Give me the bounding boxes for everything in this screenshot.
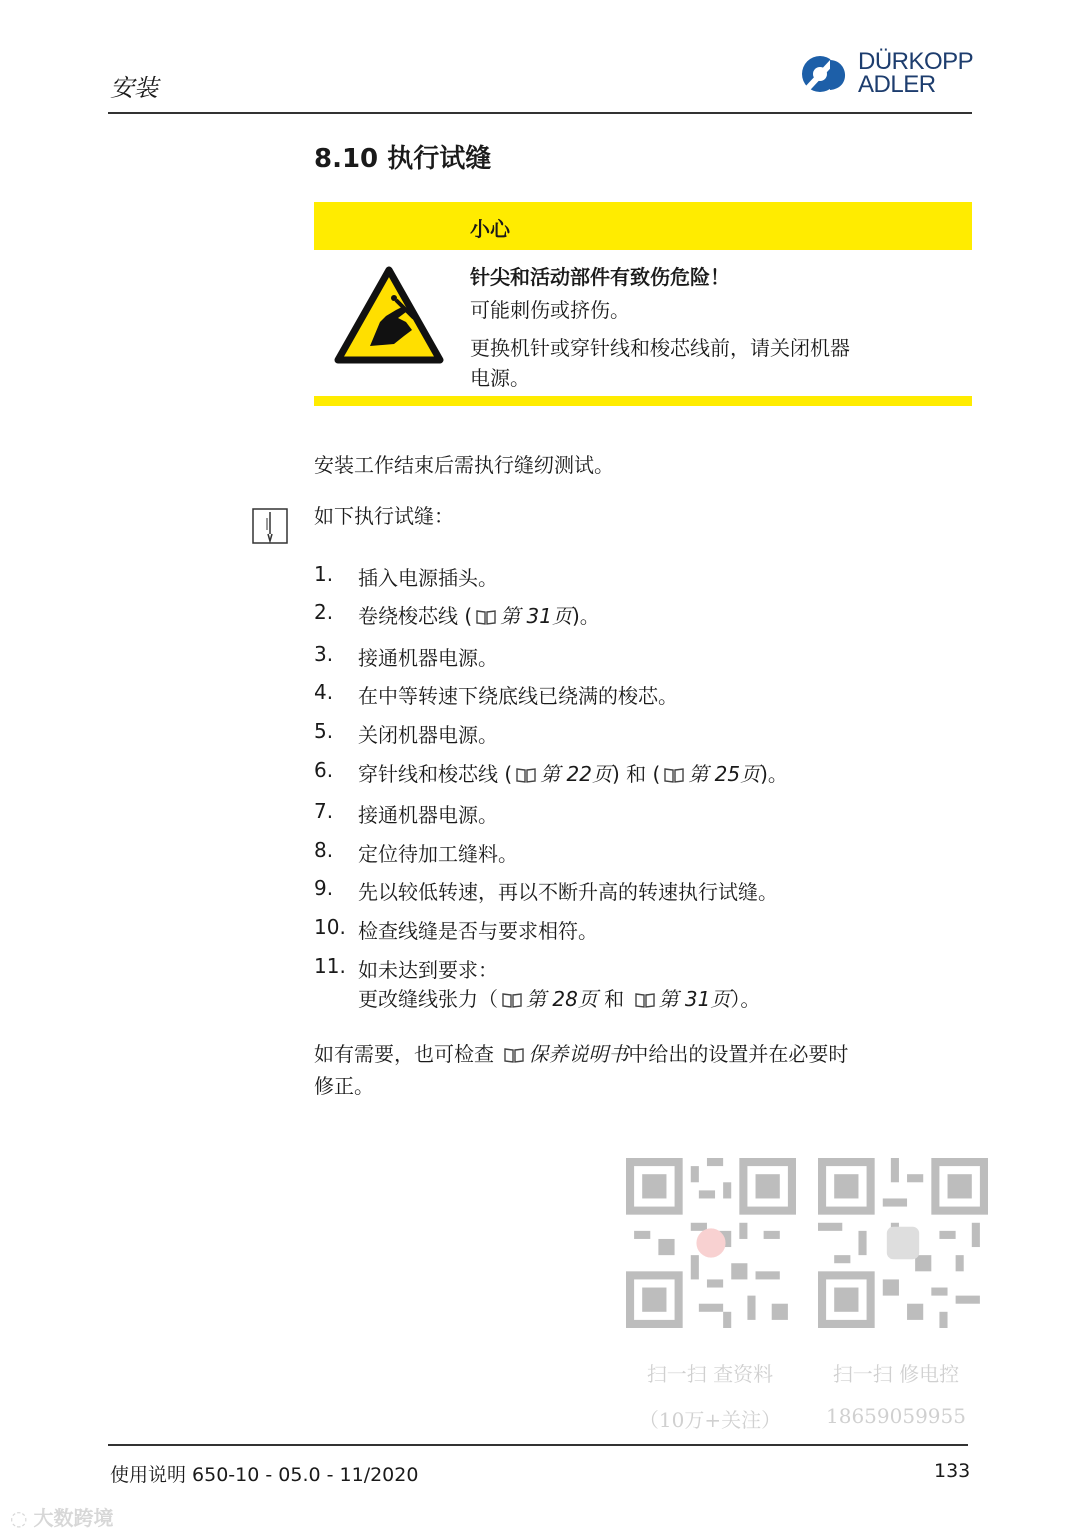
caution-text-2: 更换机针或穿针线和梭芯线前，请关闭机器 xyxy=(470,336,850,360)
step-number: 1. xyxy=(314,562,334,586)
footer-rule xyxy=(108,1444,968,1446)
book-icon xyxy=(502,992,522,1008)
intro-text: 安装工作结束后需执行缝纫测试。 xyxy=(314,453,614,477)
watermark-text: 大数跨境 xyxy=(33,1506,114,1530)
step-text: 关闭机器电源。 xyxy=(358,723,498,747)
brand-name-line2: ADLER xyxy=(858,71,936,98)
book-icon xyxy=(504,1047,524,1063)
manual-reference-link[interactable]: 保养说明书 xyxy=(528,1042,629,1066)
step-text-continued xyxy=(358,983,760,1012)
book-icon xyxy=(476,609,496,625)
book-icon xyxy=(635,992,655,1008)
qr-caption-sub: 18659059955 xyxy=(826,1404,966,1428)
step-number: 6. xyxy=(314,758,334,782)
caution-text-3: 电源。 xyxy=(470,366,530,390)
closing-text-line2: 修正。 xyxy=(314,1074,374,1098)
step-text-mid: ) 和 ( xyxy=(611,762,661,786)
qr-caption: 扫一扫 查资料 xyxy=(646,1362,774,1386)
qr-code-image xyxy=(818,1158,988,1328)
step-number: 2. xyxy=(314,600,334,624)
step-text-pre: 穿针线和梭芯线 ( xyxy=(358,762,513,786)
book-icon xyxy=(664,767,684,783)
brand-logo xyxy=(800,50,980,100)
footer-page-number: 133 xyxy=(934,1460,971,1482)
step-number: 7. xyxy=(314,799,334,823)
hand-injury-warning-icon xyxy=(334,266,444,366)
duerkopp-adler-logo-icon xyxy=(800,54,852,94)
step-text: 先以较低转速，再以不断升高的转速执行试缝。 xyxy=(358,880,778,904)
header-section-title: 安装 xyxy=(110,74,158,102)
page-reference-link[interactable]: 第 28页 xyxy=(526,987,598,1011)
step-text: 定位待加工缝料。 xyxy=(358,842,518,866)
watermark-logo-icon: ◌ xyxy=(10,1506,28,1530)
page-reference-link[interactable]: 第 25页 xyxy=(688,762,761,786)
brand-name-line1: DÜRKOPP xyxy=(858,48,974,75)
step-number: 5. xyxy=(314,719,334,743)
header-rule xyxy=(108,112,972,114)
step-number: 4. xyxy=(314,680,334,704)
caution-text-1: 可能刺伤或挤伤。 xyxy=(470,298,630,322)
step-text: 检查线缝是否与要求相符。 xyxy=(358,919,598,943)
page-reference-link[interactable]: 第 31页 xyxy=(500,604,572,628)
step-number: 8. xyxy=(314,838,334,862)
closing-pre: 如有需要，也可检查 xyxy=(314,1042,501,1066)
step-text: 如未达到要求： xyxy=(358,958,498,982)
step-number: 11. xyxy=(314,954,346,978)
section-title: 8.10 执行试缝 xyxy=(314,144,492,174)
step-text xyxy=(358,600,600,629)
step-text: 接通机器电源。 xyxy=(358,803,498,827)
step-number: 9. xyxy=(314,876,334,900)
step-text-pre: 更改缝线张力（ xyxy=(358,987,498,1011)
page-reference-link[interactable]: 第 22页 xyxy=(540,762,612,786)
step-text-post: )。 xyxy=(760,762,788,786)
step-text-post: )。 xyxy=(571,604,600,628)
step-text xyxy=(358,758,788,787)
closing-post: 中给出的设置并在必要时 xyxy=(628,1042,849,1066)
step-number: 10. xyxy=(314,915,346,939)
footer-document-id: 使用说明 650-10 - 05.0 - 11/2020 xyxy=(110,1464,419,1486)
step-number: 3. xyxy=(314,642,334,666)
book-icon xyxy=(516,767,536,783)
step-text-mid: 和 xyxy=(597,987,631,1011)
needle-procedure-icon xyxy=(252,508,288,544)
step-text: 在中等转速下绕底线已绕满的梭芯。 xyxy=(358,684,678,708)
qr-caption: 扫一扫 修电控 xyxy=(832,1362,960,1386)
qr-caption-sub: （10万+关注） xyxy=(638,1408,782,1432)
caution-label: 小心 xyxy=(470,217,510,241)
caution-header-bar xyxy=(314,202,972,250)
closing-text xyxy=(314,1038,848,1070)
caution-bottom-bar xyxy=(314,396,972,406)
qr-code-image xyxy=(626,1158,796,1328)
corner-watermark xyxy=(10,1502,113,1531)
procedure-intro: 如下执行试缝： xyxy=(314,504,454,528)
page-reference-link[interactable]: 第 31页 xyxy=(658,987,731,1011)
step-text: 插入电源插头。 xyxy=(358,566,498,590)
step-text: 接通机器电源。 xyxy=(358,646,498,670)
step-text-post: ）。 xyxy=(730,987,761,1011)
step-text-pre: 卷绕梭芯线 ( xyxy=(358,604,473,628)
caution-heading: 针尖和活动部件有致伤危险！ xyxy=(470,265,730,289)
